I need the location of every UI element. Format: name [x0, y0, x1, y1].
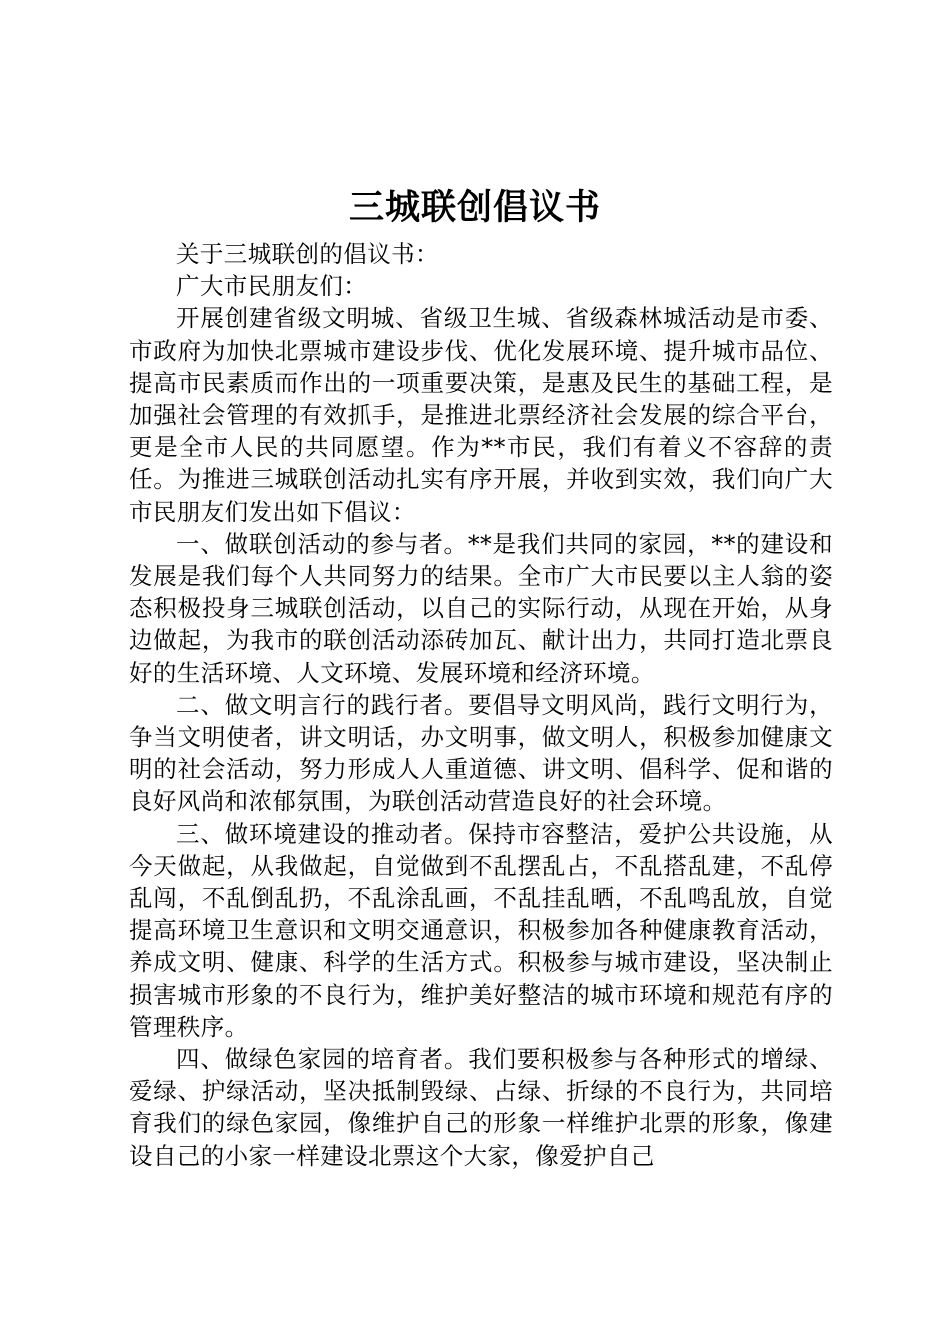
- document-paragraph: 广大市民朋友们：: [176, 272, 368, 301]
- document-paragraph: 三、做环境建设的推动者。保持市容整洁，爱护公共设施，从今天做起，从我做起，自觉做到不乱摆乱占，不乱搭乱建，不乱停乱闯，不乱倒乱扔，不乱涂乱画，不乱挂乱晒，不乱鸣乱放，自觉提高环境卫生意识和文明交通意识，积极参加各种健康教育活动，养成文明、健康、科学的生活方式。积极参与城市建设，坚决制止损害城市形象的不良行为，维护美好整洁的城市环境和规范有序的管理秩序。: [129, 819, 833, 1041]
- document-paragraph: 二、做文明言行的践行者。要倡导文明风尚，践行文明行为，争当文明使者，讲文明话，办文明事，做文明人，积极参加健康文明的社会活动，努力形成人人重道德、讲文明、倡科学、促和谐的良好风尚和浓郁氛围，为联创活动营造良好的社会环境。: [129, 690, 833, 816]
- document-title: 三城联创倡议书: [348, 187, 601, 228]
- document-paragraph: 开展创建省级文明城、省级卫生城、省级森林城活动是市委、市政府为加快北票城市建设步伐、优化发展环境、提升城市品位、提高市民素质而作出的一项重要决策，是惠及民生的基础工程，是加强社会管理的有效抓手，是推进北票经济社会发展的综合平台，更是全市人民的共同愿望。作为**市民，我们有着义不容辞的责任。为推进三城联创活动扎实有序开展，并收到实效，我们向广大市民朋友们发出如下倡议：: [129, 304, 833, 526]
- document-paragraph: 四、做绿色家园的培育者。我们要积极参与各种形式的增绿、爱绿、护绿活动，坚决抵制毁绿、占绿、折绿的不良行为，共同培育我们的绿色家园，像维护自己的形象一样维护北票的形象，像建设自己的小家一样建设北票这个大家，像爱护自己: [129, 1045, 833, 1170]
- document-paragraph: 关于三城联创的倡议书：: [176, 240, 439, 268]
- document-body: [129, 238, 833, 1172]
- document-paragraph: 一、做联创活动的参与者。**是我们共同的家园，**的建设和发展是我们每个人共同努力的结果。全市广大市民要以主人翁的姿态积极投身三城联创活动，以自己的实际行动，从现在开始，从身边做起，为我市的联创活动添砖加瓦、献计出力，共同打造北票良好的生活环境、人文环境、发展环境和经济环境。: [129, 529, 833, 687]
